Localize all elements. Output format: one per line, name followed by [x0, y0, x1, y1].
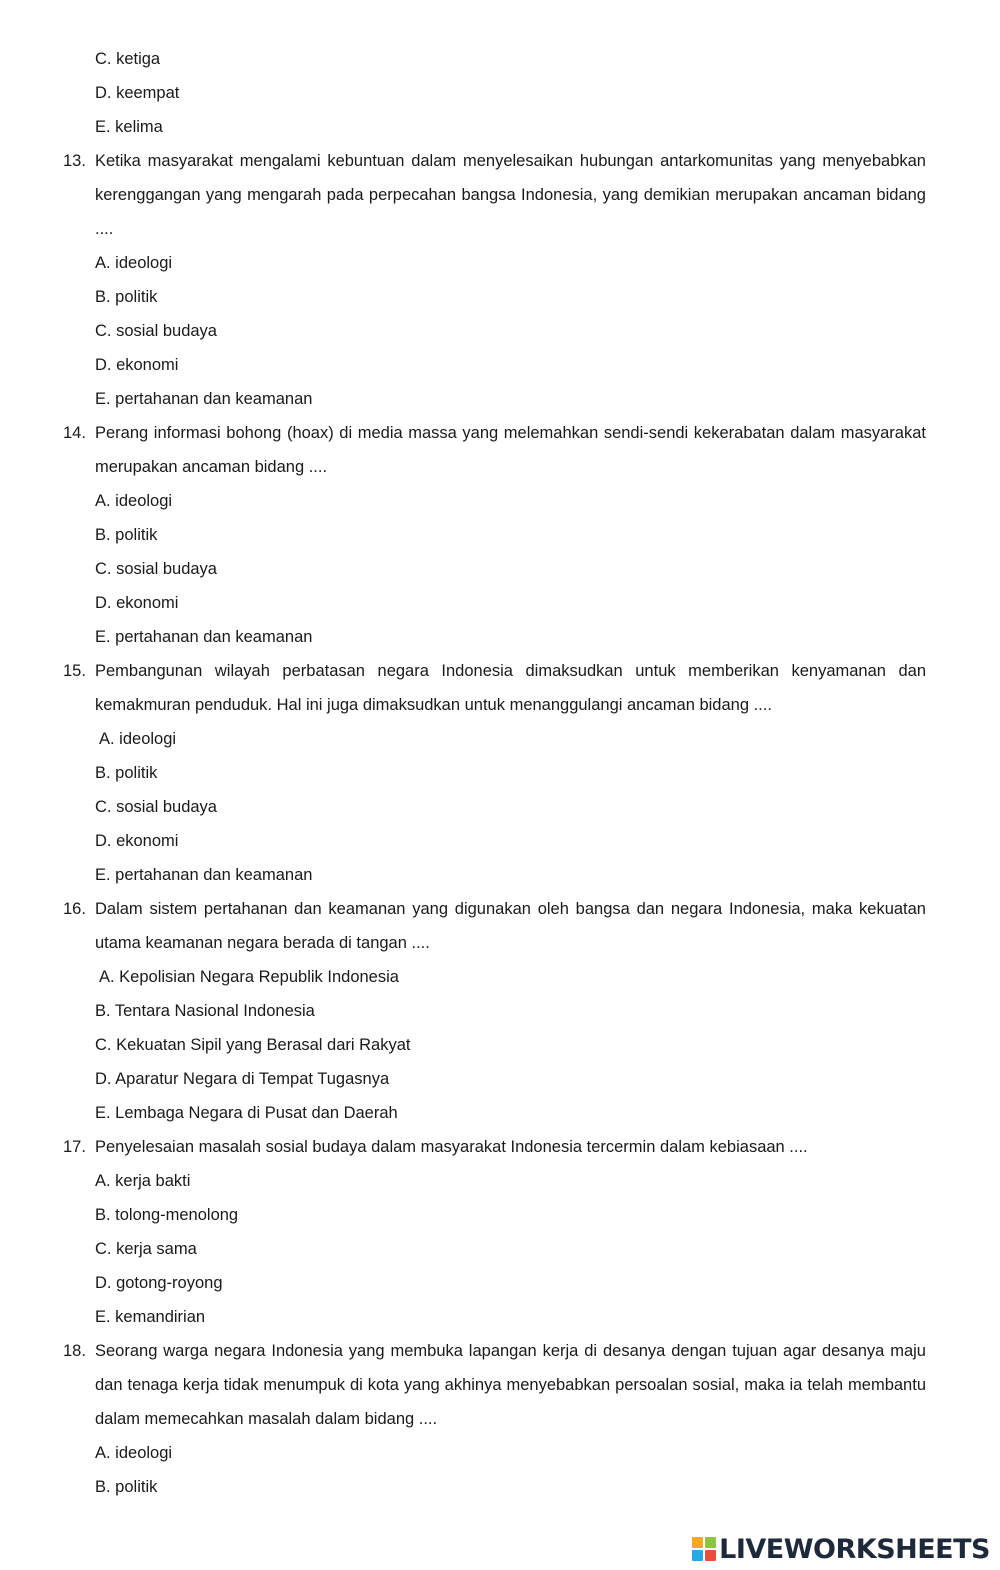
- question-number: 15.: [63, 662, 86, 680]
- option-d: D. ekonomi: [95, 356, 179, 374]
- option-b: B. tolong-menolong: [95, 1206, 239, 1224]
- option-e: E. pertahanan dan keamanan: [95, 390, 313, 408]
- option-b: B. politik: [95, 764, 158, 782]
- previous-question-options: [0, 42, 1000, 144]
- question-number: 14.: [63, 424, 86, 442]
- option-c: C. Kekuatan Sipil yang Berasal dari Rakyat: [95, 1036, 411, 1054]
- option-c: C. sosial budaya: [95, 798, 217, 816]
- option-a: A. ideologi: [95, 1444, 173, 1462]
- option-d: D. keempat: [95, 84, 180, 102]
- question-15: [0, 654, 1000, 892]
- question-16: [0, 892, 1000, 1130]
- question-number: 13.: [63, 152, 86, 170]
- worksheet-page: [0, 42, 1000, 1504]
- logo-tile: [692, 1537, 703, 1548]
- logo-tile: [705, 1537, 716, 1548]
- question-text: Seorang warga negara Indonesia yang membuka lapangan kerja di desanya dengan tujuan agar desanya maju dan tenaga kerja tidak menumpuk di kota yang akhinya menyebabkan persoalan sosial, maka ia telah membantu dalam memecahkan masalah dalam bidang ....: [95, 1342, 926, 1428]
- question-18: [0, 1334, 1000, 1504]
- question-number: 17.: [63, 1138, 86, 1156]
- question-17: [0, 1130, 1000, 1334]
- logo-tile: [705, 1550, 716, 1561]
- option-e: E. pertahanan dan keamanan: [95, 628, 313, 646]
- question-text: Perang informasi bohong (hoax) di media massa yang melemahkan sendi-sendi kekerabatan dalam masyarakat merupakan ancaman bidang ....: [95, 424, 926, 476]
- logo-tiles-icon: [692, 1537, 716, 1561]
- question-13: [0, 144, 1000, 416]
- question-14: [0, 416, 1000, 654]
- logo-tile: [692, 1550, 703, 1561]
- option-a: A. ideologi: [99, 730, 177, 748]
- option-e: E. pertahanan dan keamanan: [95, 866, 313, 884]
- question-text: Ketika masyarakat mengalami kebuntuan dalam menyelesaikan hubungan antarkomunitas yang menyebabkan kerenggangan yang mengarah pada perpecahan bangsa Indonesia, yang demikian merupakan ancaman bidang ....: [95, 152, 926, 238]
- option-a: A. kerja bakti: [95, 1172, 191, 1190]
- question-number: 18.: [63, 1342, 86, 1360]
- option-b: B. Tentara Nasional Indonesia: [95, 1002, 315, 1020]
- question-text: Pembangunan wilayah perbatasan negara Indonesia dimaksudkan untuk memberikan kenyamanan dan kemakmuran penduduk. Hal ini juga dimaksudkan untuk menanggulangi ancaman bidang ....: [95, 662, 926, 714]
- option-b: B. politik: [95, 1478, 158, 1496]
- question-number: 16.: [63, 900, 86, 918]
- option-e: E. kelima: [95, 118, 163, 136]
- option-c: C. kerja sama: [95, 1240, 197, 1258]
- option-e: E. Lembaga Negara di Pusat dan Daerah: [95, 1104, 398, 1122]
- option-d: D. ekonomi: [95, 594, 179, 612]
- option-c: C. sosial budaya: [95, 560, 217, 578]
- brand-name: LIVEWORKSHEETS: [719, 1533, 990, 1565]
- option-b: B. politik: [95, 288, 158, 306]
- option-a: A. ideologi: [95, 254, 173, 272]
- liveworksheets-logo: [692, 1532, 990, 1566]
- option-c: C. sosial budaya: [95, 322, 217, 340]
- option-b: B. politik: [95, 526, 158, 544]
- option-e: E. kemandirian: [95, 1308, 206, 1326]
- question-text: Penyelesaian masalah sosial budaya dalam masyarakat Indonesia tercermin dalam kebiasaan ....: [95, 1138, 808, 1156]
- option-c: C. ketiga: [95, 50, 161, 68]
- question-text: Dalam sistem pertahanan dan keamanan yang digunakan oleh bangsa dan negara Indonesia, maka kekuatan utama keamanan negara berada di tangan ....: [95, 900, 926, 952]
- option-d: D. gotong-royong: [95, 1274, 223, 1292]
- option-a: A. ideologi: [95, 492, 173, 510]
- option-a: A. Kepolisian Negara Republik Indonesia: [99, 968, 399, 986]
- option-d: D. Aparatur Negara di Tempat Tugasnya: [95, 1070, 390, 1088]
- option-d: D. ekonomi: [95, 832, 179, 850]
